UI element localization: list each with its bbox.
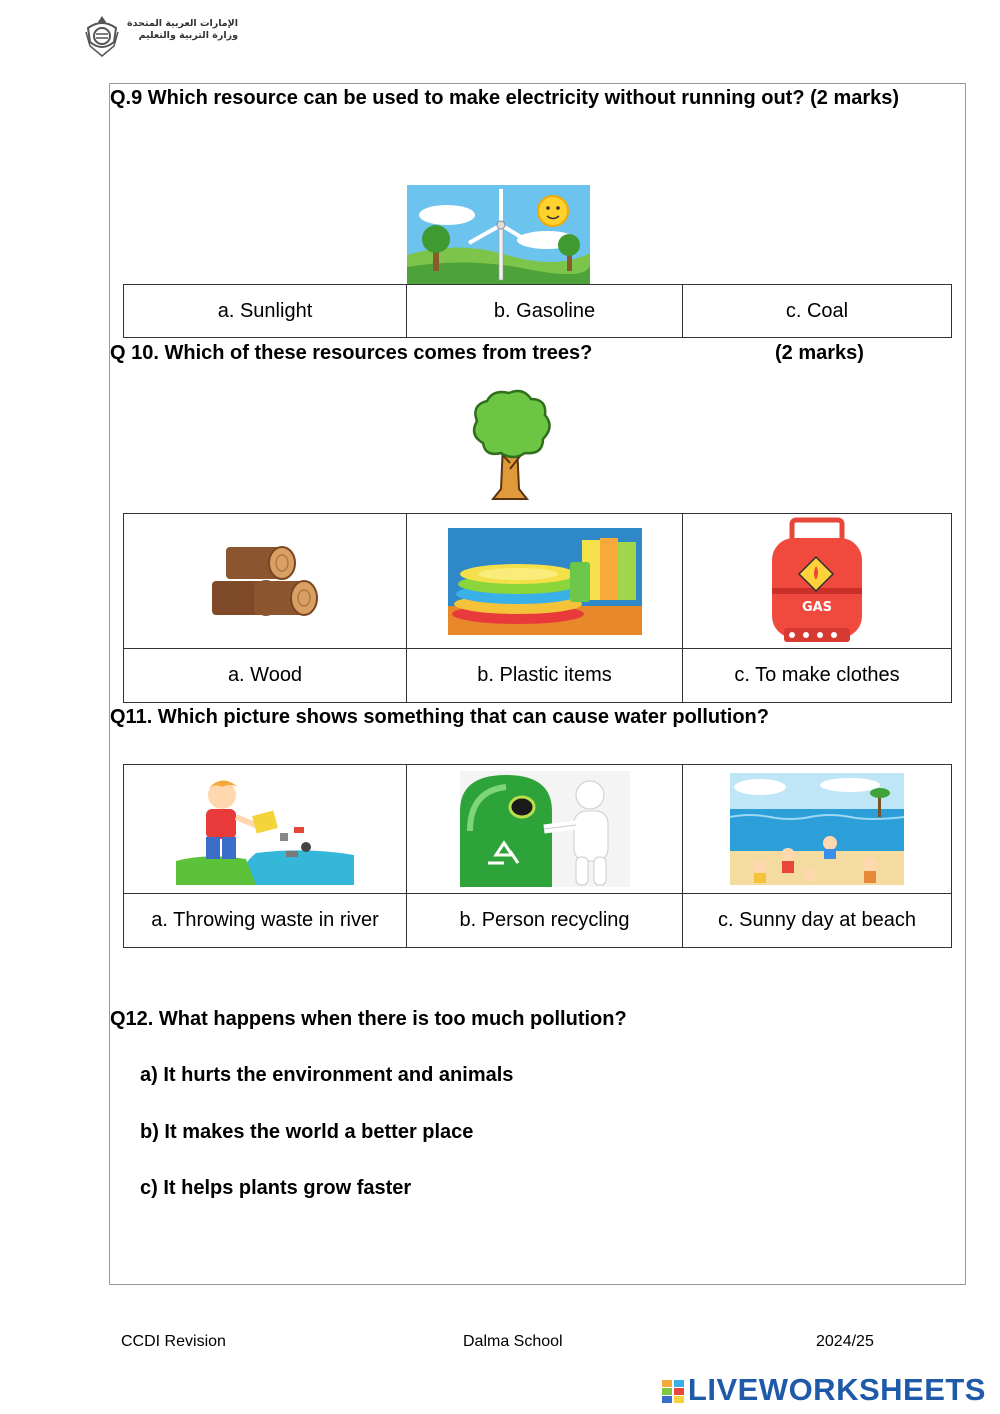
q10-marks: (2 marks) xyxy=(775,342,864,364)
q10-image-a[interactable] xyxy=(124,514,407,649)
q10-option-c[interactable]: c. To make clothes xyxy=(683,649,952,703)
liveworksheets-logo[interactable] xyxy=(662,1372,986,1408)
liveworksheets-blocks-icon xyxy=(662,1380,684,1404)
footer-center: Dalma School xyxy=(463,1333,563,1350)
q10-options-table xyxy=(123,513,952,703)
q11-image-a[interactable] xyxy=(124,765,407,894)
beach-icon xyxy=(730,773,904,885)
footer-right: 2024/25 xyxy=(816,1333,874,1350)
falcon-emblem-icon xyxy=(82,12,122,60)
q10-option-a[interactable]: a. Wood xyxy=(124,649,407,703)
q10-image-b[interactable] xyxy=(407,514,683,649)
tree-icon xyxy=(463,385,558,503)
q9-option-c[interactable]: c. Coal xyxy=(683,285,952,338)
ministry-name xyxy=(126,18,238,42)
q10-question: Q 10. Which of these resources comes from trees? xyxy=(110,342,593,364)
plastic-plates-icon xyxy=(448,528,642,635)
q11-option-a[interactable]: a. Throwing waste in river xyxy=(124,894,407,948)
q12-question: Q12. What happens when there is too much pollution? xyxy=(110,1008,627,1030)
q10-image xyxy=(463,385,558,503)
q11-image-c[interactable] xyxy=(683,765,952,894)
wood-logs-icon xyxy=(212,541,318,621)
q12-option-c[interactable]: c) It helps plants grow faster xyxy=(140,1177,412,1199)
gas-cylinder-icon xyxy=(754,516,881,646)
q9-option-b[interactable]: b. Gasoline xyxy=(407,285,683,338)
throwing-waste-icon xyxy=(176,773,354,885)
liveworksheets-name: LIVEWORKSHEETS xyxy=(687,1372,986,1407)
q11-question: Q11. Which picture shows something that can cause water pollution? xyxy=(110,706,769,728)
q9-image xyxy=(407,185,590,284)
q12-option-b[interactable]: b) It makes the world a better place xyxy=(140,1121,474,1143)
wind-turbine-icon xyxy=(407,185,590,284)
footer-left: CCDI Revision xyxy=(121,1333,226,1350)
q10-option-b[interactable]: b. Plastic items xyxy=(407,649,683,703)
q9-option-a[interactable]: a. Sunlight xyxy=(124,285,407,338)
recycling-person-icon xyxy=(460,771,630,887)
gas-label: GAS xyxy=(801,600,832,615)
q9-question: Q.9 Which resource can be used to make electricity without running out? (2 marks) xyxy=(110,87,900,109)
q11-options-table xyxy=(123,764,952,948)
q11-option-b[interactable]: b. Person recycling xyxy=(407,894,683,948)
q10-image-c[interactable] xyxy=(683,514,952,649)
emblem-line-2: وزارة التربية والتعليم xyxy=(138,30,238,41)
q9-options-table xyxy=(123,284,952,338)
q11-image-b[interactable] xyxy=(407,765,683,894)
emblem-line-1: الإمارات العربية المتحدة xyxy=(127,18,238,29)
q11-option-c[interactable]: c. Sunny day at beach xyxy=(683,894,952,948)
q12-option-a[interactable]: a) It hurts the environment and animals xyxy=(140,1064,514,1086)
